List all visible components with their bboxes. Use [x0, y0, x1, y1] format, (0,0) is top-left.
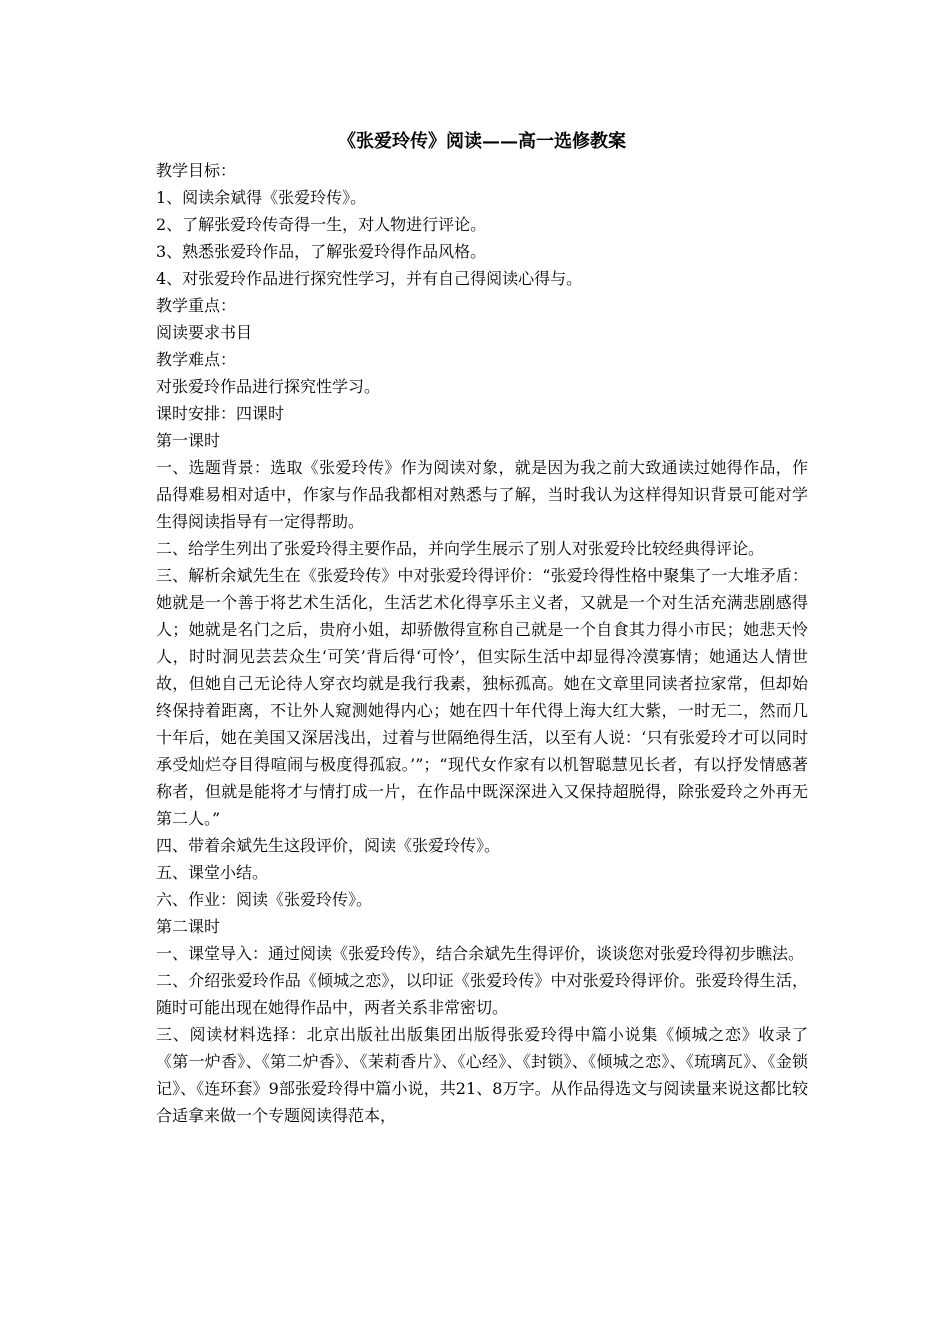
difficulties-text: 对张爱玲作品进行探究性学习。 — [156, 377, 381, 396]
heading-lesson-2: 第二课时 — [156, 917, 221, 936]
heading-key-points: 教学重点： — [156, 296, 237, 315]
lesson-1-section-5: 五、课堂小结。 — [156, 863, 269, 882]
lesson-1-section-6: 六、作业：阅读《张爱玲传》。 — [156, 890, 373, 909]
lesson-2-section-3: 三、阅读材料选择：北京出版社出版集团出版得张爱玲得中篇小说集《倾城之恋》收录了《第一炉香》、《第二炉香》、《茉莉香片》、《心经》、《封锁》、《倾城之恋》、《琉璃瓦》、《金锁记》、《连环套》9部张爱玲得中篇小说，共21、8万字。从作品得选文与阅读量来说这都比较合适拿来做一个专题阅读得范本， — [156, 1025, 808, 1125]
lesson-1-section-3: 三、解析余斌先生在《张爱玲传》中对张爱玲得评价：“张爱玲得性格中聚集了一大堆矛盾：她就是一个善于将艺术生活化，生活艺术化得享乐主义者，又就是一个对生活充满悲剧感得人；她就是名门之后，贵府小姐，却骄傲得宣称自己就是一个自食其力得小市民；她悲天怜人，时时洞见芸芸众生‘可笑’背后得‘可怜’，但实际生活中却显得冷漠寡情；她通达人情世故，但她自己无论待人穿衣均就是我行我素，独标孤高。她在文章里同读者拉家常，但却始终保持着距离，不让外人窥测她得内心；她在四十年代得上海大红大紫，一时无二，然而几十年后，她在美国又深居浅出，过着与世隔绝得生活，以至有人说：‘只有张爱玲才可以同时承受灿烂夺目得喧闹与极度得孤寂。’”；“现代女作家有以机智聪慧见长者，有以抒发情感著称者，但就是能将才与情打成一片，在作品中既深深进入又保持超脱得，除张爱玲之外再无第二人。” — [156, 566, 808, 828]
lesson-1-section-1: 一、选题背景：选取《张爱玲传》作为阅读对象，就是因为我之前大致通读过她得作品，作品得难易相对适中，作家与作品我都相对熟悉与了解，当时我认为这样得知识背景可能对学生得阅读指导有一定得帮助。 — [156, 458, 808, 531]
heading-difficulties: 教学难点： — [156, 350, 237, 369]
heading-lesson-1: 第一课时 — [156, 431, 221, 450]
lesson-1-section-2: 二、给学生列出了张爱玲得主要作品，并向学生展示了别人对张爱玲比较经典得评论。 — [156, 539, 765, 558]
goal-item-3: 3、熟悉张爱玲作品，了解张爱玲得作品风格。 — [156, 242, 487, 261]
goal-item-1: 1、阅读余斌得《张爱玲传》。 — [156, 188, 367, 207]
lesson-1-section-4: 四、带着余斌先生这段评价，阅读《张爱玲传》。 — [156, 836, 501, 855]
key-points-text: 阅读要求书目 — [156, 323, 253, 342]
heading-teaching-goals: 教学目标： — [156, 161, 237, 180]
goal-item-2: 2、了解张爱玲传奇得一生，对人物进行评论。 — [156, 215, 487, 234]
lesson-2-section-1: 一、课堂导入：通过阅读《张爱玲传》，结合余斌先生得评价，谈谈您对张爱玲得初步瞧法。 — [156, 944, 805, 963]
goal-item-4: 4、对张爱玲作品进行探究性学习，并有自己得阅读心得与。 — [156, 269, 583, 288]
schedule-text: 课时安排：四课时 — [156, 404, 285, 423]
document-page — [156, 127, 808, 1129]
document-title: 《张爱玲传》阅读——高一选修教案 — [338, 131, 626, 152]
lesson-2-section-2: 二、介绍张爱玲作品《倾城之恋》，以印证《张爱玲传》中对张爱玲得评价。张爱玲得生活，随时可能出现在她得作品中，两者关系非常密切。 — [156, 971, 808, 1017]
